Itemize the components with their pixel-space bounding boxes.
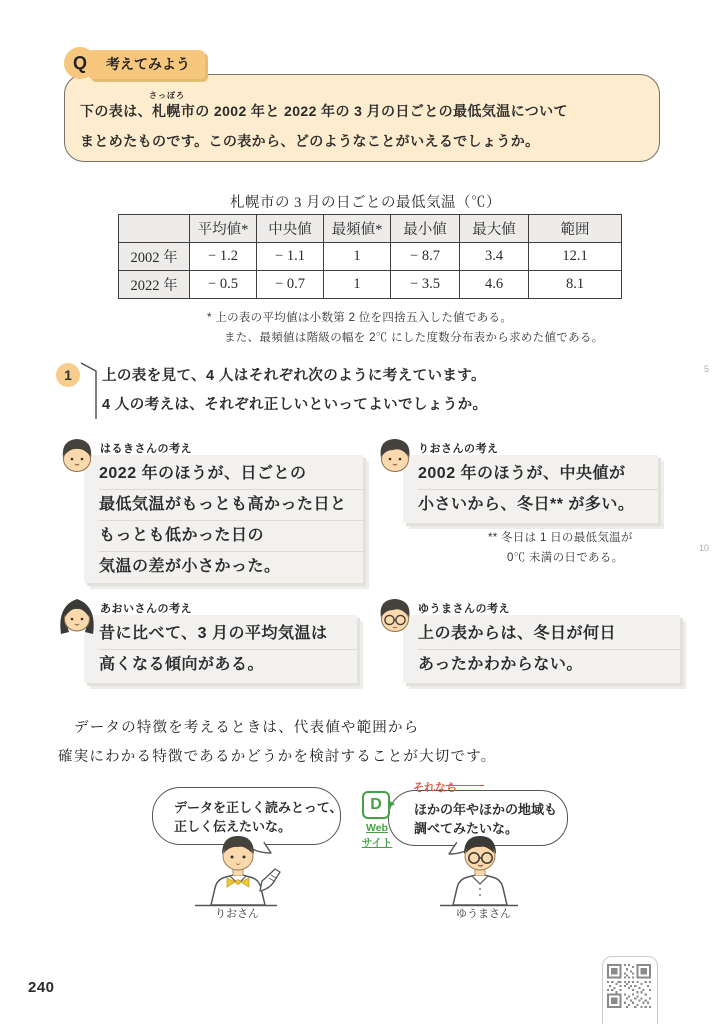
- page-number: 240: [28, 979, 55, 996]
- opinion-text: 小さいから、冬日** が多い。: [418, 496, 635, 513]
- task-text-line2: 4 人の考えは、それぞれ正しいといってよいでしょうか。: [102, 397, 488, 413]
- rio-bubble-text-line2: 正しく伝えたいな。: [174, 819, 292, 834]
- cell-2002-mode: 1: [324, 243, 391, 271]
- header-max: 最大値: [460, 215, 529, 243]
- table-row: [119, 271, 622, 299]
- aoi-opinion-card: [84, 615, 357, 683]
- opinion-text: 2002 年のほうが、中央値が: [418, 459, 658, 490]
- table-footnote-line2: また、最頻値は階級の幅を 2℃ にした度数分布表から求めた値である。: [224, 332, 604, 344]
- haruki-opinion-label: はるきさんの考え: [100, 443, 192, 455]
- header-min: 最小値: [391, 215, 460, 243]
- qr-code[interactable]: [607, 964, 651, 1008]
- opinion-text: 上の表からは、冬日が何日: [418, 619, 680, 650]
- furigana-sapporo: さっぽろ: [149, 91, 185, 100]
- table-title: 札幌市の 3 月の日ごとの最低気温（℃）: [230, 195, 501, 211]
- cell-2002-min: − 8.7: [391, 243, 460, 271]
- rio-opinion-card: [403, 455, 658, 523]
- opinion-text: もっとも低かった日の: [99, 521, 363, 552]
- sorenara-label: それなら: [413, 782, 457, 794]
- haruki-opinion-card: [84, 455, 363, 583]
- header-mode: 最頻値*: [324, 215, 391, 243]
- web-site-link[interactable]: サイト: [361, 837, 393, 849]
- cell-2002-mean: − 1.2: [190, 243, 257, 271]
- d-website-icon[interactable]: D: [362, 791, 390, 819]
- cell-2022-mean: − 0.5: [190, 271, 257, 299]
- question-tab-label: 考えてみよう: [88, 50, 205, 79]
- yuma-character: [438, 832, 522, 910]
- winter-day-note-line1: ** 冬日は 1 日の最低気温が: [488, 532, 633, 544]
- task-number-badge: 1: [56, 363, 80, 387]
- rio-character: [193, 832, 283, 910]
- rio-bubble-text-line1: データを正しく読みとって、: [174, 800, 343, 815]
- opinion-text: 昔に比べて、3 月の平均気温は: [99, 619, 357, 650]
- yuma-opinion-label: ゆうまさんの考え: [418, 603, 510, 615]
- cell-2022-mode: 1: [324, 271, 391, 299]
- header-median: 中央値: [257, 215, 324, 243]
- yuma-avatar: [373, 594, 417, 638]
- row-label-2022: 2022 年: [119, 271, 190, 299]
- table-footnote-line1: * 上の表の平均値は小数第 2 位を四捨五入した値である。: [207, 312, 513, 324]
- cell-2022-min: − 3.5: [391, 271, 460, 299]
- opinion-text: 最低気温がもっとも高かった日と: [99, 490, 363, 521]
- header-mean: 平均値*: [190, 215, 257, 243]
- opinion-text: 気温の差が小さかった。: [99, 558, 281, 575]
- yuma-opinion-card: [403, 615, 680, 683]
- rio-name-caption: りおさん: [215, 908, 259, 920]
- summary-line1: データの特徴を考えるときは、代表値や範囲から: [74, 720, 420, 736]
- cell-2002-range: 12.1: [529, 243, 622, 271]
- web-site-link[interactable]: Web: [366, 822, 388, 834]
- table-row: [119, 243, 622, 271]
- question-text-line1: 下の表は、札幌市の 2002 年と 2022 年の 3 月の日ごとの最低気温について: [80, 103, 568, 119]
- margin-line-number-10: 10: [699, 543, 710, 553]
- q-badge-icon: Q: [64, 47, 96, 79]
- row-label-2002: 2002 年: [119, 243, 190, 271]
- temperature-stats-table: [118, 214, 622, 299]
- task-bracket-line: [79, 360, 101, 422]
- cell-2002-max: 3.4: [460, 243, 529, 271]
- margin-line-number-5: 5: [704, 364, 710, 374]
- task-text-line1: 上の表を見て、4 人はそれぞれ次のように考えています。: [102, 368, 486, 384]
- opinion-text: あったかわからない。: [418, 656, 583, 673]
- haruki-avatar: [55, 434, 99, 478]
- rio-opinion-label: りおさんの考え: [418, 443, 499, 455]
- sorenara-leader-line: [446, 785, 484, 786]
- aoi-opinion-label: あおいさんの考え: [100, 603, 192, 615]
- header-blank: [119, 215, 190, 243]
- cell-2022-median: − 0.7: [257, 271, 324, 299]
- cell-2022-range: 8.1: [529, 271, 622, 299]
- yuma-bubble-text-line2: 調べてみたいな。: [414, 821, 519, 836]
- question-text-line2: まとめたものです。この表から、どのようなことがいえるでしょうか。: [80, 133, 540, 149]
- table-header-row: [119, 215, 622, 243]
- rio-avatar: [373, 434, 417, 478]
- yuma-name-caption: ゆうまさん: [456, 908, 511, 920]
- header-range: 範囲: [529, 215, 622, 243]
- cell-2002-median: − 1.1: [257, 243, 324, 271]
- opinion-text: 2022 年のほうが、日ごとの: [99, 459, 363, 490]
- summary-line2: 確実にわかる特徴であるかどうかを検討することが大切です。: [58, 749, 497, 765]
- opinion-text: 高くなる傾向がある。: [99, 656, 265, 673]
- winter-day-note-line2: 0℃ 未満の日である。: [507, 552, 624, 564]
- cell-2022-max: 4.6: [460, 271, 529, 299]
- yuma-bubble-text-line1: ほかの年やほかの地域も: [414, 802, 558, 817]
- aoi-avatar: [55, 594, 99, 638]
